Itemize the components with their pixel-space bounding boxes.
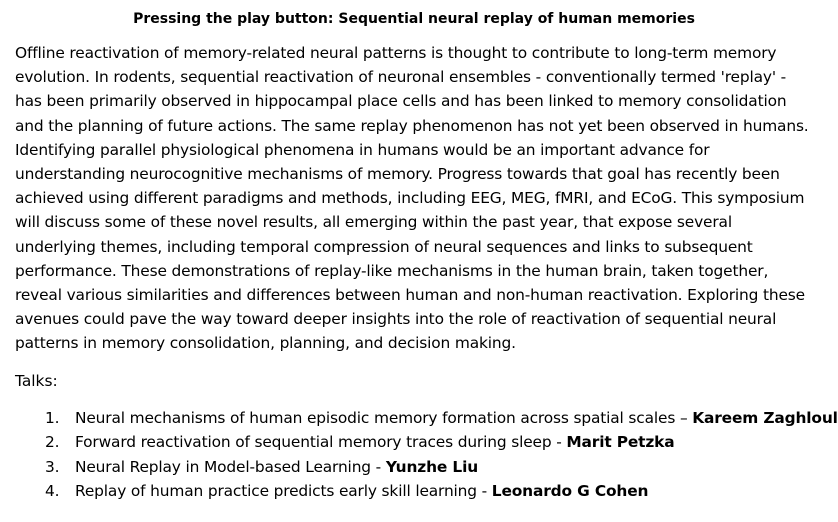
talk-item	[15, 455, 815, 479]
talk-title: Replay of human practice predicts early skill learning -	[75, 482, 492, 501]
talk-number: 1.	[45, 408, 60, 427]
talk-number: 2.	[45, 433, 60, 452]
talk-speaker: Leonardo G Cohen	[491, 482, 649, 501]
document-title: Pressing the play button: Sequential neural replay of human memories	[133, 11, 695, 27]
talk-item	[15, 430, 815, 454]
talk-title: Forward reactivation of sequential memory traces during sleep -	[75, 433, 567, 452]
abstract-paragraph: Offline reactivation of memory-related neural patterns is thought to contribute to long-term memory evolution. In rodents, sequential reactivation of neuronal ensembles - conventionally termed 'replay' - has been primarily observed in hippocampal place cells and has been linked to memory consolidation and the planning of future actions. The same replay phenomenon has not yet been observed in humans. Identifying parallel physiological phenomena in humans would be an important advance for understanding neurocognitive mechanisms of memory. Progress towards that goal has recently been achieved using different paradigms and methods, including EEG, MEG, fMRI, and ECoG. This symposium will discuss some of these novel results, all emerging within the past year, that expose several underlying themes, including temporal compression of neural sequences and links to subsequent performance. These demonstrations of replay-like mechanisms in the human brain, taken together, reveal various similarities and differences between human and non-human reactivation. Exploring these avenues could pave the way toward deeper insights into the role of reactivation of sequential neural patterns in memory consolidation, planning, and decision making.	[15, 44, 809, 353]
talk-title: Neural Replay in Model-based Learning -	[75, 457, 386, 476]
talk-list	[15, 406, 838, 504]
talk-speaker: Kareem Zaghloul	[692, 408, 838, 427]
talk-title: Neural mechanisms of human episodic memory formation across spatial scales –	[75, 408, 693, 427]
talks-label: Talks:	[15, 371, 58, 390]
document-body	[15, 0, 838, 503]
talk-speaker: Marit Petzka	[566, 433, 675, 452]
talk-number: 4.	[45, 482, 60, 501]
talk-speaker: Yunzhe Liu	[385, 457, 479, 476]
talk-number: 3.	[45, 457, 60, 476]
talk-item	[15, 479, 815, 503]
talk-item	[15, 406, 838, 430]
